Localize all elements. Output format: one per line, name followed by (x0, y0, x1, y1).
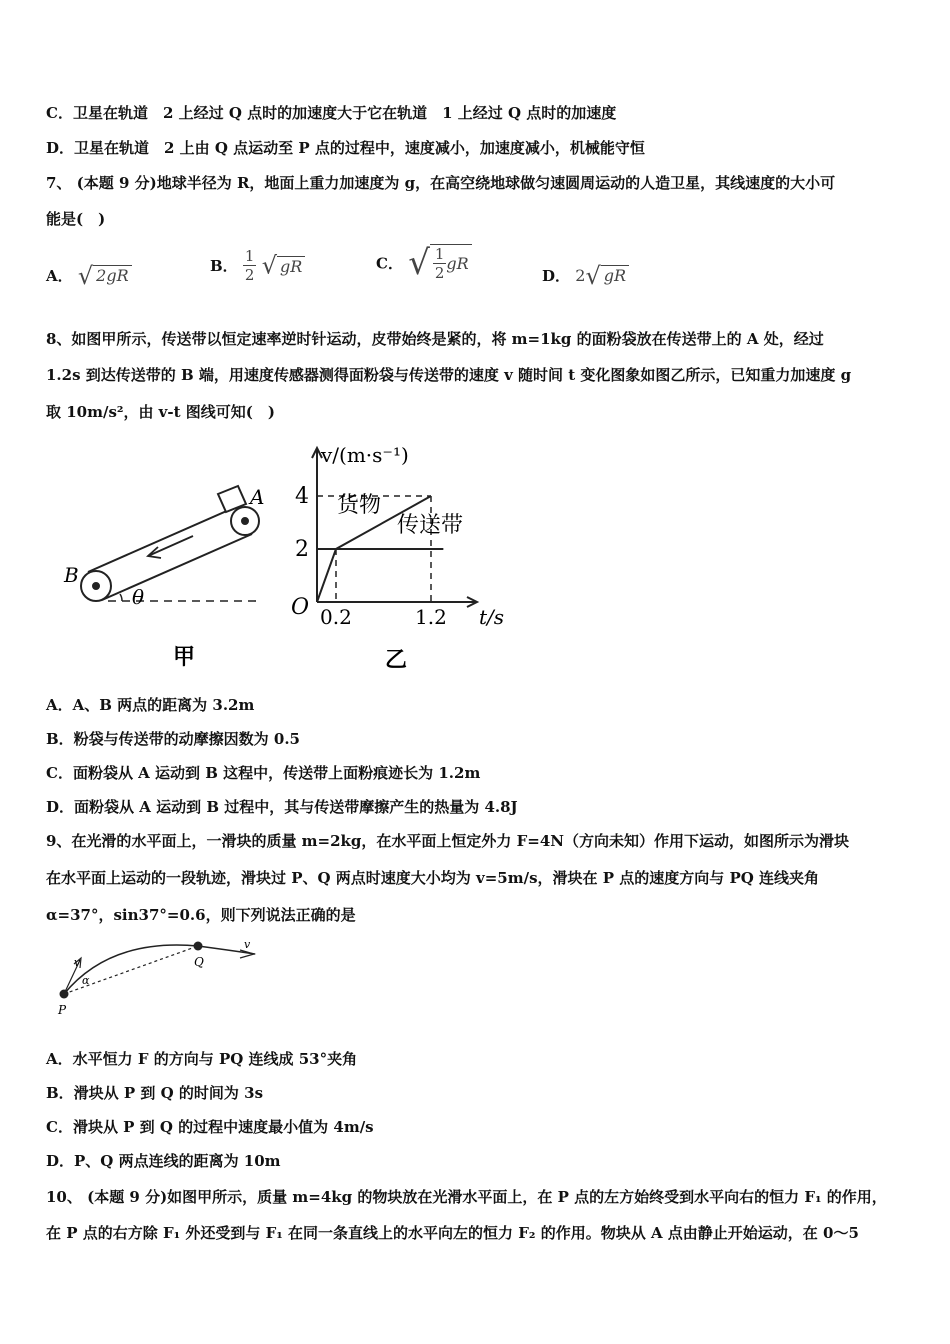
belt-top-edge (88, 506, 238, 572)
q8-stem-line2: 1.2s 到达传送带的 B 端，用速度传感器测得面粉袋与传送带的速度 v 随时间 t 变化图象如图乙所示，已知重力加速度 g (46, 366, 852, 384)
vt-chart (285, 432, 520, 672)
q8-option-b: B．粉袋与传送带的动摩擦因数为 0.5 (46, 730, 300, 748)
pulley-a-axle (242, 518, 248, 524)
q7-option-d (542, 262, 629, 290)
label-theta: θ (132, 585, 145, 609)
caption-yi: 乙 (385, 647, 408, 672)
label-q: Q (194, 955, 204, 969)
trajectory-curve (64, 945, 255, 994)
q9-option-b: B．滑块从 P 到 Q 的时间为 3s (46, 1084, 264, 1102)
label-alpha: α (82, 974, 90, 987)
q7-option-a-expr: 2gR (93, 265, 131, 285)
q7-option-c-expr: gR (446, 254, 469, 273)
q7-option-d-expr: gR (601, 265, 629, 285)
y-tick-label: 2 (295, 537, 309, 562)
q7-option-d-coef: 2 (575, 266, 586, 285)
point-q (194, 942, 203, 951)
q6-option-c: C．卫星在轨道 2 上经过 Q 点时的加速度大于它在轨道 1 上经过 Q 点时的加速度 (46, 104, 617, 122)
q9-stem-line3: α=37°，sin37°=0.6，则下列说法正确的是 (46, 906, 356, 924)
q7-option-c-label: C． (376, 254, 403, 273)
x-axis-label: t/s (479, 605, 505, 629)
label-a: A (250, 485, 265, 509)
trajectory-figure (50, 936, 265, 1018)
q8-option-c: C．面粉袋从 A 运动到 B 这程中，传送带上面粉痕迹长为 1.2m (46, 764, 481, 782)
velocity-q-arrow-icon (240, 950, 254, 958)
q10-stem-line1: 10、 (本题 9 分)如图甲所示，质量 m=4kg 的物块放在光滑水平面上，在 P 点的左方始终受到水平向右的恒力 F₁ 的作用， (46, 1188, 887, 1206)
sqrt-symbol: √ (408, 243, 430, 283)
q7-option-a-label: A． (46, 267, 73, 285)
q7-option-b-fraction (243, 247, 257, 284)
q7-option-d-label: D． (542, 267, 571, 285)
fraction-denominator: 2 (244, 266, 255, 284)
q9-option-a: A．水平恒力 F 的方向与 PQ 连线成 53°夹角 (46, 1050, 358, 1068)
series-label-goods: 货物 (337, 493, 382, 518)
q9-option-c: C．滑块从 P 到 Q 的过程中速度最小值为 4m/s (46, 1118, 374, 1136)
belt-direction-arrow (148, 536, 193, 556)
q7-option-c (376, 243, 472, 283)
point-p (60, 990, 69, 999)
q8-stem-line3: 取 10m/s²，由 v-t 图线可知( ) (46, 403, 275, 421)
q9-option-d: D．P、Q 两点连线的距离为 10m (46, 1152, 281, 1170)
fraction-denominator: 2 (434, 264, 445, 282)
q8-stem-line1: 8、如图甲所示，传送带以恒定速率逆时针运动，皮带始终是紧的，将 m=1kg 的面粉袋放在传送带上的 A 处，经过 (46, 330, 824, 348)
angle-arc (120, 594, 122, 601)
q7-stem-line1: 7、 (本题 9 分)地球半径为 R，地面上重力加速度为 g，在高空绕地球做匀速圆周运动的人造卫星，其线速度的大小可 (46, 174, 836, 192)
q7-option-c-radicand (430, 244, 472, 282)
label-v-q: v (244, 938, 251, 951)
caption-jia: 甲 (173, 644, 196, 670)
q9-stem-line2: 在水平面上运动的一段轨迹，滑块过 P、Q 两点时速度大小均为 v=5m/s，滑块在 P 点的速度方向与 PQ 连线夹角 (46, 869, 820, 887)
sqrt-symbol: √ (77, 262, 94, 290)
label-v-p: v (74, 956, 81, 969)
q9-stem-line1: 9、在光滑的水平面上，一滑块的质量 m=2kg，在水平面上恒定外力 F=4N（方向未知）作用下运动，如图所示为滑块 (46, 832, 850, 850)
origin-label: O (291, 595, 310, 620)
conveyor-belt-figure (58, 472, 273, 672)
sqrt-symbol: √ (585, 262, 601, 290)
sqrt-symbol: √ (261, 251, 277, 280)
fraction-numerator: 1 (244, 247, 255, 265)
label-b: B (64, 563, 79, 587)
q10-stem-line2: 在 P 点的右方除 F₁ 外还受到与 F₁ 在同一条直线上的水平向左的恒力 F₂ 的作用。物块从 A 点由静止开始运动，在 0～5 (46, 1224, 859, 1242)
q7-option-b (210, 247, 305, 284)
series-label-belt: 传送带 (397, 513, 464, 538)
y-axis-label: v/(m·s⁻¹) (321, 443, 409, 467)
x-tick-label: 0.2 (320, 605, 352, 629)
q8-option-d: D．面粉袋从 A 运动到 B 过程中，其与传送带摩擦产生的热量为 4.8J (46, 798, 518, 816)
q6-option-d: D．卫星在轨道 2 上由 Q 点运动至 P 点的过程中，速度减小，加速度减小，机械能守恒 (46, 139, 645, 157)
fraction-numerator: 1 (434, 245, 445, 263)
y-tick-label: 4 (295, 484, 309, 509)
q7-option-b-label: B． (210, 257, 238, 275)
q8-option-a: A．A、B 两点的距离为 3.2m (46, 696, 255, 714)
label-p: P (58, 1003, 67, 1017)
q7-option-a (46, 262, 132, 290)
q7-stem-line2: 能是( ) (46, 210, 106, 228)
q7-option-c-fraction (433, 245, 447, 282)
x-tick-label: 1.2 (415, 605, 447, 629)
q7-option-b-expr: gR (277, 256, 305, 276)
pulley-b-axle (93, 583, 99, 589)
